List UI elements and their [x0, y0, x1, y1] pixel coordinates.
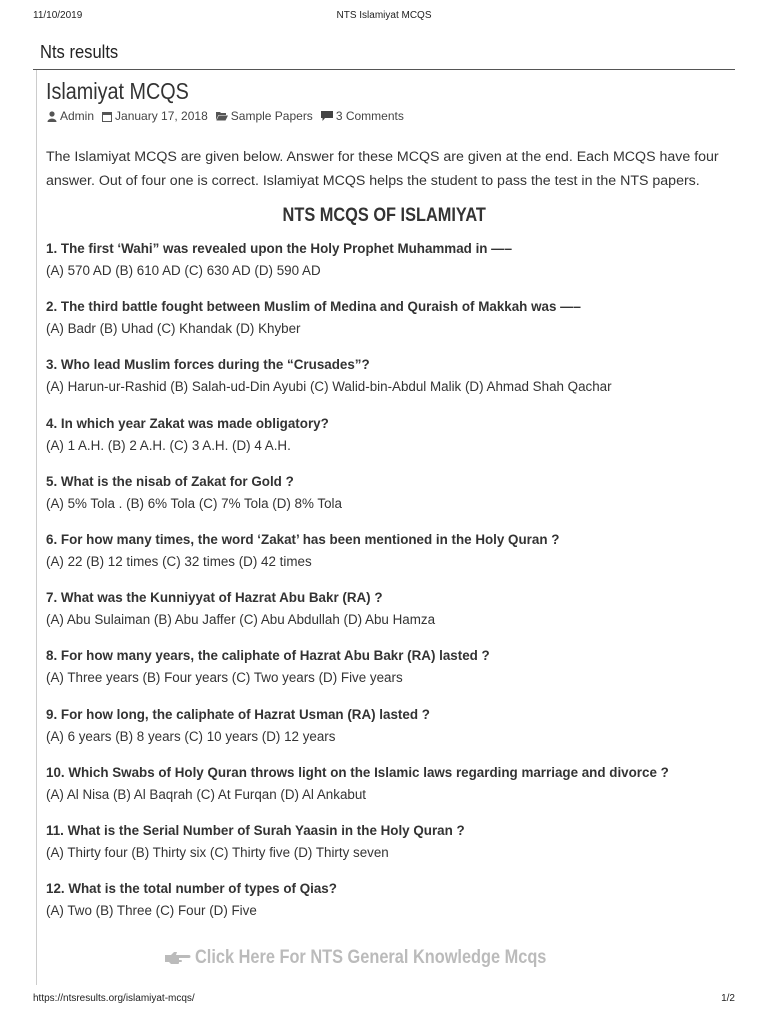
- answer-options: (A) Harun-ur-Rashid (B) Salah-ud-Din Ayubi (C) Walid-bin-Abdul Malik (D) Ahmad Shah Qachar: [46, 379, 612, 395]
- gk-mcqs-link[interactable]: [0, 947, 768, 969]
- answer-options: (A) Badr (B) Uhad (C) Khandak (D) Khyber: [46, 321, 301, 337]
- gk-mcqs-link-label: Click Here For NTS General Knowledge Mcqs: [194, 947, 547, 968]
- answer-options: (A) Al Nisa (B) Al Baqrah (C) At Furqan (D) Al Ankabut: [46, 786, 367, 802]
- answer-options: (A) 5% Tola . (B) 6% Tola (C) 7% Tola (D) 8% Tola: [46, 495, 342, 511]
- meta-comments-label: 3 Comments: [335, 109, 404, 123]
- question-item: [46, 240, 746, 298]
- print-date: 11/10/2019: [33, 10, 83, 21]
- meta-author-label: Admin: [60, 109, 95, 123]
- question-item: [46, 706, 746, 764]
- post-intro: The Islamiyat MCQS are given below. Answer for these MCQS are given at the end. Each MCQS have four answer. Out of four one is correct. Islamiyat MCQS helps the student to pass the test in the NTS papers.: [46, 149, 719, 189]
- question-text: 10. Which Swabs of Holy Quran throws light on the Islamic laws regarding marriage and divorce ?: [46, 764, 669, 780]
- meta-comments[interactable]: [321, 109, 404, 123]
- section-heading-text: NTS MCQS OF ISLAMIYAT: [282, 205, 486, 226]
- question-text: 4. In which year Zakat was made obligatory?: [46, 415, 329, 431]
- answer-options: (A) Thirty four (B) Thirty six (C) Thirty five (D) Thirty seven: [46, 844, 389, 860]
- question-text: 6. For how many times, the word ‘Zakat’ has been mentioned in the Holy Quran ?: [46, 531, 560, 547]
- question-text: 3. Who lead Muslim forces during the “Crusades”?: [46, 357, 370, 373]
- question-item: [46, 647, 746, 705]
- question-text: 1. The first ‘Wahi” was revealed upon the Holy Prophet Muhammad in —–: [46, 241, 513, 256]
- print-doc-title: NTS Islamiyat MCQS: [336, 10, 432, 21]
- question-text: 5. What is the nisab of Zakat for Gold ?: [46, 473, 294, 489]
- site-title[interactable]: Nts results: [40, 42, 119, 62]
- answer-options: (A) 570 AD (B) 610 AD (C) 630 AD (D) 590 AD: [46, 263, 321, 278]
- header-divider: [33, 69, 735, 70]
- question-item: [46, 356, 746, 414]
- post-title[interactable]: Islamiyat MCQS: [46, 78, 189, 104]
- question-text: 12. What is the total number of types of Qias?: [46, 881, 337, 897]
- meta-author[interactable]: [47, 109, 94, 123]
- answer-options: (A) 6 years (B) 8 years (C) 10 years (D) 12 years: [46, 728, 336, 744]
- hand-pointing-right-icon: [165, 950, 191, 966]
- print-header: [0, 10, 768, 24]
- calendar-icon: [102, 111, 112, 122]
- meta-date-label: January 17, 2018: [115, 109, 208, 123]
- question-item: [46, 531, 746, 589]
- question-item: [46, 880, 746, 938]
- folder-open-icon: [216, 111, 228, 121]
- question-item: [46, 298, 746, 356]
- print-page-number: 1/2: [721, 993, 735, 1004]
- comment-icon: [321, 111, 333, 121]
- meta-category[interactable]: [216, 109, 313, 123]
- question-item: [46, 589, 746, 647]
- answer-options: (A) 22 (B) 12 times (C) 32 times (D) 42 times: [46, 553, 312, 569]
- question-text: 7. What was the Kunniyyat of Hazrat Abu Bakr (RA) ?: [46, 590, 383, 606]
- question-item: [46, 473, 746, 531]
- answer-options: (A) Two (B) Three (C) Four (D) Five: [46, 903, 257, 919]
- user-icon: [47, 111, 57, 122]
- question-text: 9. For how long, the caliphate of Hazrat Usman (RA) lasted ?: [46, 706, 430, 722]
- question-item: [46, 822, 746, 880]
- print-url: https://ntsresults.org/islamiyat-mcqs/: [33, 993, 195, 1004]
- meta-date: [102, 109, 208, 123]
- answer-options: (A) Abu Sulaiman (B) Abu Jaffer (C) Abu Abdullah (D) Abu Hamza: [46, 612, 436, 628]
- answer-options: (A) 1 A.H. (B) 2 A.H. (C) 3 A.H. (D) 4 A.H.: [46, 437, 291, 453]
- post-meta: [47, 109, 412, 123]
- answer-options: (A) Three years (B) Four years (C) Two years (D) Five years: [46, 670, 403, 686]
- meta-category-label: Sample Papers: [230, 109, 313, 123]
- question-list: [46, 240, 746, 938]
- question-text: 11. What is the Serial Number of Surah Yaasin in the Holy Quran ?: [46, 822, 465, 838]
- question-item: [46, 415, 746, 473]
- question-item: [46, 764, 746, 822]
- question-text: 8. For how many years, the caliphate of Hazrat Abu Bakr (RA) lasted ?: [46, 648, 490, 664]
- question-text: 2. The third battle fought between Muslim of Medina and Quraish of Makkah was —–: [46, 299, 581, 315]
- section-heading: [0, 205, 768, 227]
